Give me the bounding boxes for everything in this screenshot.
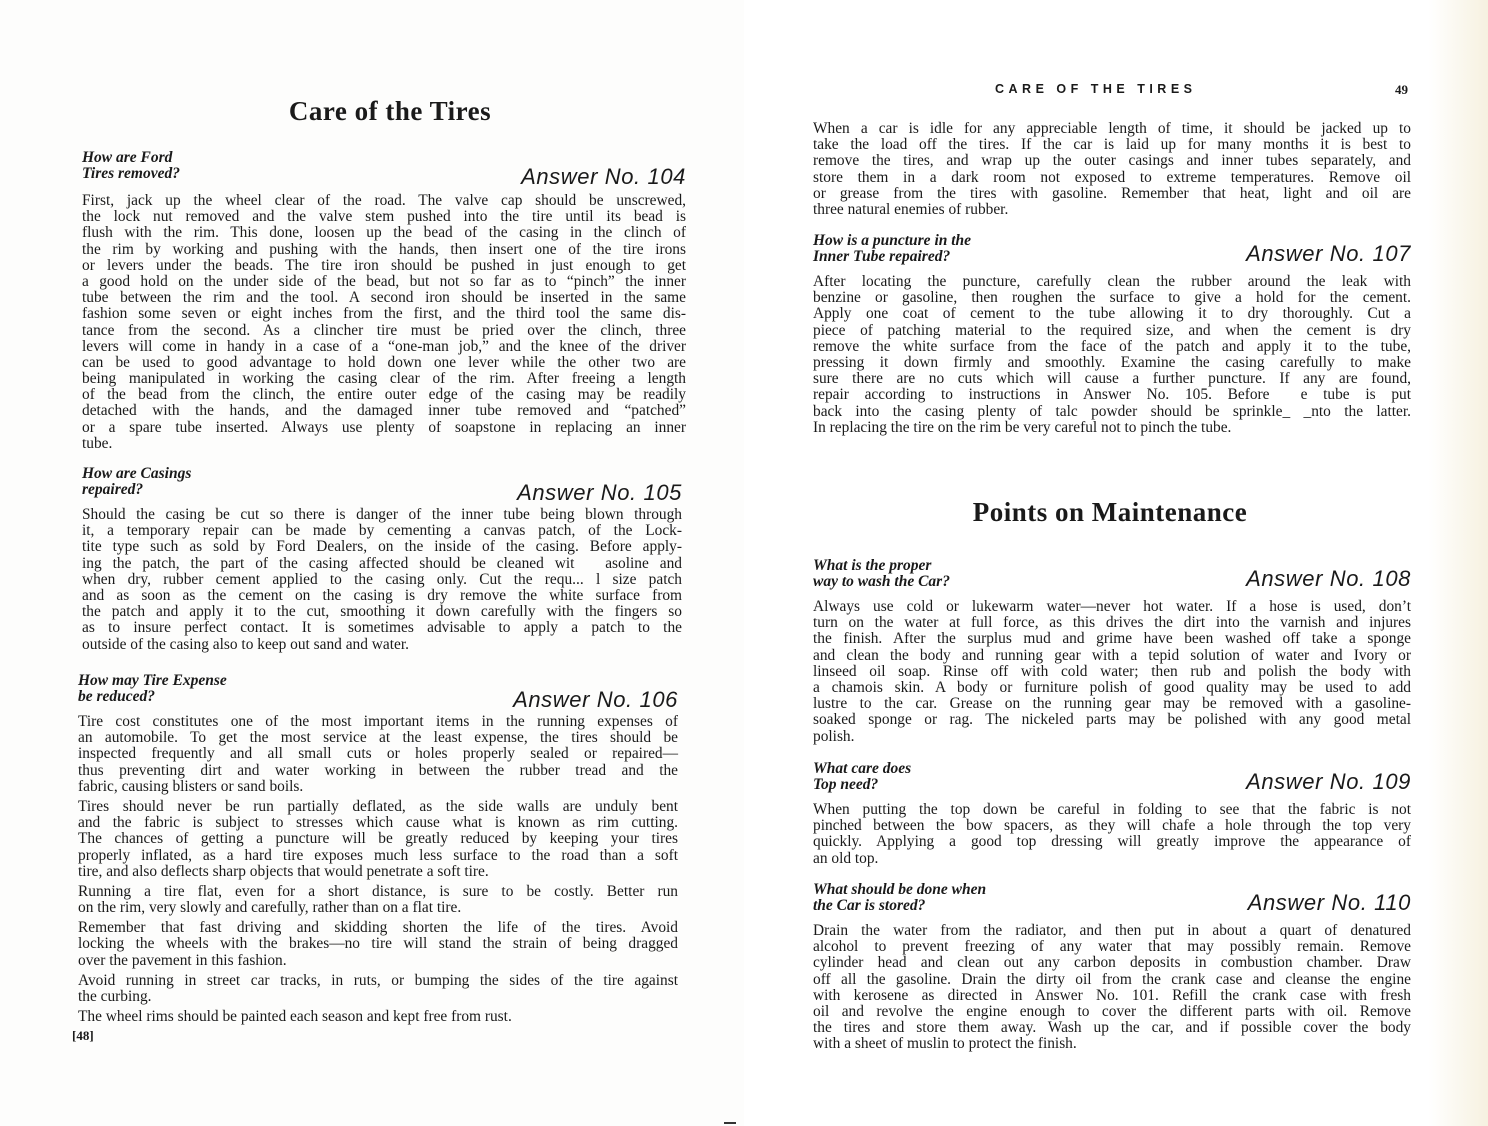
question-line: be reduced? [78,688,156,705]
text-line: or levers under the beads. The tire iron should be pushed in just enough to get [82,256,686,274]
text-line: an old top. [813,849,879,867]
text-line: and as soon as the cement on the casing is dry remove the white surface from [82,586,682,604]
question [813,882,986,914]
text-line: tube between the rim and the tool. A second iron should be inserted in the same [82,289,686,307]
text-line: Running a tire flat, even for a short distance, is sure to be costly. Better run [78,882,678,900]
text-line: the rim by working and pushing with the hands, then insert one of the tire irons [82,240,686,258]
gutter-mark [724,1122,736,1124]
text-line: oil and revolve the engine enough to cover the different parts with oil. Remove [813,1002,1411,1020]
paragraph [813,121,1411,218]
paragraph [78,1009,678,1025]
text-line: three natural enemies of rubber. [813,200,1009,218]
text-line: or grease from the tires with gasoline. Remember that heat, light and oil are [813,184,1411,202]
question [82,466,191,498]
text-line: Always use cold or lukewarm water—never hot water. If a hose is used, don’t [813,598,1411,615]
paragraph [78,799,678,880]
text-line: fabric, causing blisters or sand boils. [78,777,304,795]
question [813,233,971,265]
paragraph [78,884,678,916]
text-line: Apply one coat of cement to the tube allowing it to dry thoroughly. Cut a [813,305,1411,323]
text-line: soaked sponge or rag. The nickeled parts may be polished with any good metal [813,711,1411,729]
text-line: or a spare tube inserted. Always use plenty of soapstone in replacing an inner [82,418,686,436]
answer-body [78,714,678,1029]
paragraph [813,599,1411,745]
text-line: Tires should never be run partially deflated, as the side walls are unduly bent [78,797,678,815]
text-line: locking the wheels with the brakes—no tire will stand the strain of being dragged [78,935,678,953]
text-line: off all the gasoline. Drain the dirty oil from the crank case and cleanse the engine [813,970,1411,988]
text-line: of the bead from the clinch, the entire outer edge of the casing may be readily [82,386,686,404]
text-line: a good hold on the under side of the bead, but not so far as to “pinch” the inner [82,272,686,290]
text-line: the patch and apply it to the cut, smoothing it down carefully with the fingers so [82,603,682,621]
text-line: properly inflated, as a hard tire exposes much less surface to the road than a soft [78,846,678,864]
text-line: the finish. After the surplus mud and grime have been washed off take a sponge [813,630,1411,648]
text-line: with kerosene as directed in Answer No. 101. Refill the crank case with fresh [813,986,1411,1004]
text-line: it, a temporary repair can be made by cementing a canvas patch, of the Lock- [82,522,682,540]
question-line: Tires removed? [82,165,180,182]
running-head: CARE OF THE TIRES [995,82,1197,96]
text-line: benzine or gasoline, then roughen the surface to give a hold for the cement. [813,289,1411,307]
page-number: 49 [1395,82,1408,97]
text-line: The chances of getting a puncture will be greatly reduced by keeping your tires [78,830,678,848]
text-line: the curbing. [78,988,152,1005]
text-line: thus preventing dirt and water working in between the rubber tread and the [78,761,678,779]
chapter-title: Points on Maintenance [972,497,1248,527]
text-line: inspected frequently and all small cuts or holes properly sealed or repaired— [78,745,678,763]
text-line: being manipulated in working the casing clear of the rim. After freeing a length [82,370,686,388]
text-line: remove the white surface from the face of the patch and apply it to the tube, [813,337,1411,355]
text-line: store them in a dark room not exposed to extreme temperatures. Remove oil [813,168,1411,186]
text-line: First, jack up the wheel clear of the road. The valve cap should be unscrewed, [82,192,686,209]
text-line: remove the tires, and wrap up the outer casings and inner tubes separately, and [813,152,1411,170]
text-line: When putting the top down be careful in folding to see that the fabric is not [813,801,1411,818]
paragraph [78,920,678,969]
paragraph [78,973,678,1005]
answer-number: Answer No. 110 [1247,890,1411,915]
text-line: Avoid running in street car tracks, in ruts, or bumping the sides of the tire against [78,971,678,989]
answer-number: Answer No. 108 [1246,566,1411,591]
text-line: can be used to good advantage to hold down one lever while the other two are [82,353,686,371]
chapter-title: Care of the Tires [288,96,492,126]
text-line: tube. [82,434,113,452]
text-line: on the rim, very slowly and carefully, rather than on a flat tire. [78,899,462,917]
text-line: tite type such as sold by Ford Dealers, on the inside of the casing. Before apply- [82,538,682,556]
text-line: Should the casing be cut so there is danger of the inner tube being blown through [82,506,682,523]
text-line: a chamois skin. A body or furniture polish of good quality may be used to add [813,678,1411,696]
question-line: What is the proper [813,557,932,574]
text-line: as to insure perfect contact. It is sometimes advisable to apply a patch to the [82,619,682,637]
text-line: with a sheet of muslin to protect the finish. [813,1035,1077,1053]
answer-number: Answer No. 105 [517,480,682,505]
question-line: What care does [813,760,912,777]
text-line: lustre to the car. Grease on the running gear may be removed with a gasoline- [813,695,1411,713]
text-line: When a car is idle for any appreciable length of time, it should be jacked up to [813,120,1411,137]
text-line: turn on the water at full force, as this drives the dirt into the varnish and injures [813,614,1411,632]
text-line: Tire cost constitutes one of the most important items in the running expenses of [78,713,678,730]
answer-body [813,923,1411,1057]
question-line: What should be done when [813,881,987,898]
text-line: The wheel rims should be painted each season and kept free from rust. [78,1008,512,1026]
intro-body [813,121,1411,222]
text-line: After locating the puncture, carefully clean the rubber around the leak with [813,273,1411,290]
question-line: Inner Tube repaired? [813,248,951,265]
page-number: [48] [72,1028,94,1043]
text-line: outside of the casing also to keep out sand and water. [82,635,409,653]
answer-number: Answer No. 107 [1246,241,1411,266]
text-line: In replacing the tire on the rim be very careful not to pinch the tube. [813,418,1232,436]
text-line: ing the patch, the part of the casing affected should be cleaned wit asoline and [82,554,682,572]
paragraph [78,714,678,795]
text-line: fashion some seven or eight inches from the first, and the third tool the same dis- [82,305,686,323]
text-line: linseed oil soap. Rinse off with cold water; then rub and polish the body with [813,662,1411,680]
text-line: cylinder head and clean out any carbon deposits in combustion chamber. Draw [813,954,1411,972]
question-line: Top need? [813,776,879,793]
text-line: quickly. Applying a good top dressing will greatly improve the appearance of [813,833,1411,851]
question [78,673,227,705]
text-line: pressing it down firmly and smoothly. Examine the casing carefully to make [813,353,1411,371]
paragraph [82,507,682,653]
text-line: an automobile. To get the most service at the least expense, the tires should be [78,729,678,747]
text-line: sure there are no cuts which will cause a further puncture. If any are found, [813,370,1411,388]
question-line: How are Casings [82,465,192,482]
text-line: when dry, rubber cement applied to the casing only. Cut the requ... l size patch [82,570,682,588]
question-line: way to wash the Car? [813,573,950,590]
text-line: Remember that fast driving and skidding shorten the life of the tires. Avoid [78,919,678,937]
answer-number: Answer No. 106 [513,687,678,712]
question-line: How may Tire Expense [78,672,227,689]
text-line: back into the casing plenty of talc powder should be sprinkle_ _nto the latter. [813,402,1411,420]
answer-number: Answer No. 104 [521,164,686,189]
question-line: How is a puncture in the [813,232,972,249]
answer-body [813,274,1411,440]
text-line: take the load off the tires. If the car is laid up for many months it is best to [813,136,1411,154]
text-line: and the fabric is subject to stresses which cause what is known as rim cutting. [78,814,678,832]
text-line: over the pavement in this fashion. [78,951,287,969]
text-line: polish. [813,727,855,745]
answer-body [813,802,1411,871]
text-line: flush with the rim. This done, loosen up the bead of the casing in the clinch of [82,224,686,242]
paragraph [813,802,1411,867]
text-line: piece of patching material to the required size, and when the cement is dry [813,321,1411,339]
answer-body [82,507,682,657]
answer-body [813,599,1411,749]
question [82,150,180,182]
text-line: pinched between the bow spacers, as they will chafe a hole through the top very [813,817,1411,835]
text-line: tire, and also deflects sharp objects that would penetrate a soft tire. [78,862,489,880]
question [813,761,911,793]
text-line: the tires and store them away. Wash up the car, and if possible cover the body [813,1019,1411,1037]
text-line: the lock nut removed and the valve stem pushed into the tire until its bead is [82,208,686,226]
answer-body [82,193,686,456]
right-page [744,0,1488,1126]
text-line: alcohol to prevent freezing of any water that may possibly remain. Remove [813,938,1411,956]
question-line: the Car is stored? [813,897,926,914]
question-line: How are Ford [82,149,173,166]
question-line: repaired? [82,481,144,498]
text-line: and clean the body and running gear with a tepid solution of water and Ivory or [813,646,1411,664]
paragraph [813,274,1411,436]
paragraph [813,923,1411,1053]
answer-number: Answer No. 109 [1246,769,1411,794]
paragraph [82,193,686,452]
text-line: tance from the second. As a clincher tire must be pried over the clinch, three [82,321,686,339]
text-line: repair according to instructions in Answer No. 105. Before e tube is put [813,386,1411,404]
text-line: detached with the hands, and the damaged inner tube removed and “patched” [82,402,686,420]
text-line: Drain the water from the radiator, and then put in about a quart of denatured [813,922,1411,939]
text-line: levers will come in handy in a case of a “one-man job,” and the knee of the driver [82,337,686,355]
question [813,558,950,590]
